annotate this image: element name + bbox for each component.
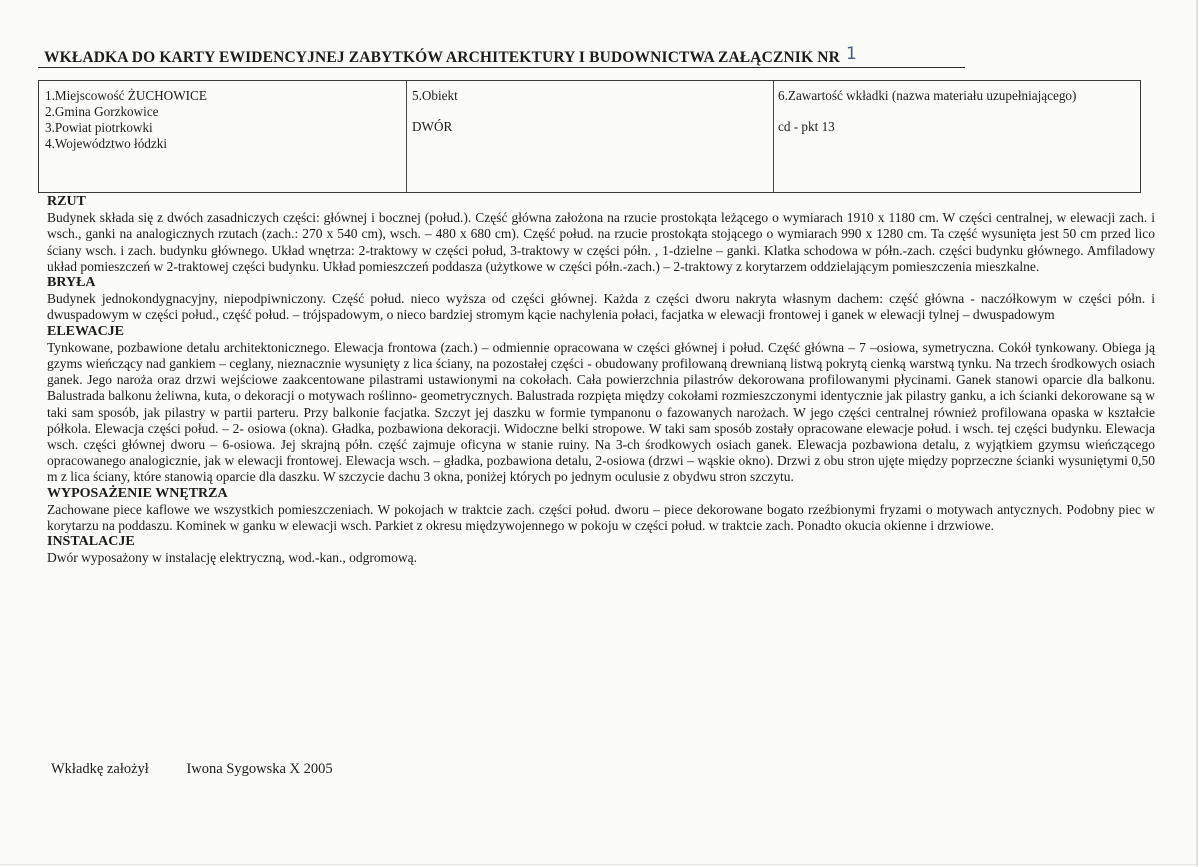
section-title: WYPOSAŻENIE WNĘTRZA bbox=[47, 485, 228, 501]
document-title bbox=[44, 44, 1164, 66]
section-title: BRYŁA bbox=[47, 275, 96, 291]
location-cell bbox=[39, 81, 407, 192]
section-text: Zachowane piece kaflowe we wszystkich pomieszczeniach. W pokojach w traktcie zach. części połud. dworu – piece dekorowane bogato rzeźbionymi fryzami o motywach antycznych. Podobny piec w korytarzu na poddaszu. Kominek w ganku w elewacji wsch. Parkiet z okresu międzywojennego w pokoju w części połud. w traktcie zach. Ponadto okucia okienne i drzwiowe. bbox=[47, 501, 1155, 534]
section-instalacje bbox=[47, 534, 1155, 566]
location-line: 4.Województwo łódzki bbox=[45, 136, 167, 151]
section-text: Budynek składa się z dwóch zasadniczych części: głównej i bocznej (połud.). Część główna założona na rzucie prostokąta leżącego o wymiarach 1910 x 1180 cm. W części centralnej, w elewacji zach. i wsch., ganki na analogicznych rzutach (zach.: 270 x 540 cm), wsch. – 480 x 680 cm). Część połud. na rzucie prostokąta stojącego o wymiarach 990 x 1280 cm. Ta część wysunięta jest 50 cm przed lico ściany wsch. i zach. budynku głównego. Układ wnętrza: 2-traktowy w części połud, 3-traktowy w części półn. , 1-dzielne – ganki. Klatka schodowa w półn.-zach. części budynku głównego. Amfiladowy układ pomieszczeń w 2-traktowej części budynku. Układ pomieszczeń poddasza (użytkowe w części półn.-zach.) – 2-traktowy z korytarzem oddzielającym pomieszczenia mieszkalne. bbox=[47, 210, 1155, 274]
object-cell bbox=[407, 81, 774, 192]
section-bryla bbox=[47, 275, 1155, 324]
object-label: 5.Obiekt bbox=[412, 88, 458, 103]
section-rzut bbox=[47, 194, 1155, 275]
section-title: ELEWACJE bbox=[47, 323, 125, 339]
section-text: Dwór wyposażony w instalację elektryczną, wod.-kan., odgromową. bbox=[47, 550, 418, 566]
section-title: RZUT bbox=[47, 194, 86, 209]
section-title: INSTALACJE bbox=[47, 534, 135, 550]
location-line: 3.Powiat piotrkowki bbox=[45, 120, 153, 135]
contents-value: cd - pkt 13 bbox=[778, 119, 835, 134]
info-table bbox=[38, 80, 1141, 193]
contents-cell bbox=[774, 81, 1140, 192]
document-body bbox=[47, 194, 1155, 567]
location-line: 2.Gmina Gorzkowice bbox=[45, 104, 159, 119]
footer-label: Wkładkę założył bbox=[51, 761, 149, 777]
section-wyposazenie bbox=[47, 486, 1155, 535]
object-value: DWÓR bbox=[412, 119, 453, 134]
title-text: WKŁADKA DO KARTY EWIDENCYJNEJ ZABYTKÓW ARCHITEKTURY I BUDOWNICTWA ZAŁĄCZNIK bbox=[44, 49, 814, 66]
footer-author: Iwona Sygowska X 2005 bbox=[186, 761, 333, 777]
nr-value-handwritten: 1 bbox=[845, 44, 857, 64]
section-elewacje bbox=[47, 324, 1155, 486]
location-line: 1.Miejscowość ŻUCHOWICE bbox=[45, 88, 207, 103]
nr-label: NR bbox=[817, 49, 840, 66]
footer-signature bbox=[51, 761, 333, 778]
section-text: Tynkowane, pozbawione detalu architektonicznego. Elewacja frontowa (zach.) – odmiennie opracowana w części głównej i połud. Część główna – 7 –osiowa, symetryczna. Cokół tynkowany. Obiega ją gzyms wieńczący nad gankiem – ceglany, nieznacznie wysunięty z lica ściany, na pozostałej części - obudowany profilowaną drewnianą listwą pokrytą cienką warstwą tynku. Na trzech środkowych osiach ganek. Jego naroża oraz drzwi wejściowe zaakcentowane pilastrami ustawionymi na cokołach. Cała powierzchnia pilastrów dekorowana profilowanymi płycinami. Ganek stanowi oparcie dla balkonu. Balustrada balkonu żeliwna, kuta, o dekoracji o motywach roślinno- geometrycznych. Balustrada rozpięta między cokołami rozmieszczonymi identycznie jak pilastry ganku, a ich ścianki dekorowane są w taki sam sposób, jak pilastry w partii parteru. Przy balkonie facjatka. Szczyt jej daszku w formie tympanonu o fazowanych narożach. W jego części centralnej również profilowana opaska w kształcie półkola. Elewacja części połud. – 2- osiowa (okna). Gładka, pozbawiona dekoracji. Widoczne belki stropowe. W taki sam sposób zostały opracowane elewacje połud. i wsch. tej części budynku. Elewacja wsch. części głównej dworu – 6-osiowa. Jej skrajną półn. część zajmuje oficyna w stanie ruiny. Na 3-ch środkowych osiach ganek. Elewacja pozbawiona detalu, z wyjątkiem gzymsu wieńczącego opracowanego analogicznie, jak w elewacji frontowej. Elewacja wsch. – gładka, pozbawiona detalu, 2-osiowa (drzwi – wąskie okno). Drzwi z obu stron ujęte między poprzeczne ścianki wysuniętymi 0,50 m z lica ściany, które stanowią oparcie dla daszku. W szczycie dachu 3 okna, poniżej których po jednym oculusie z obydwu stron szczytu. bbox=[47, 339, 1155, 485]
section-text: Budynek jednokondygnacyjny, niepodpiwniczony. Część połud. nieco wyższa od części głównej. Każda z części dworu nakryta własnym dachem: część główna - naczółkowym w części półn. i dwuspadowym w części połud., część połud. – trójspadowym, o nieco bardziej stromym kącie nachylenia połaci, facjatka w elewacji frontowej i ganek w elewacji tylnej – dwuspadowym bbox=[47, 291, 1155, 323]
sheet-edge bbox=[0, 864, 1199, 865]
contents-label: 6.Zawartość wkładki (nazwa materiału uzupełniającego) bbox=[778, 88, 1077, 103]
title-underline bbox=[38, 67, 965, 68]
sheet-edge bbox=[1196, 0, 1198, 867]
